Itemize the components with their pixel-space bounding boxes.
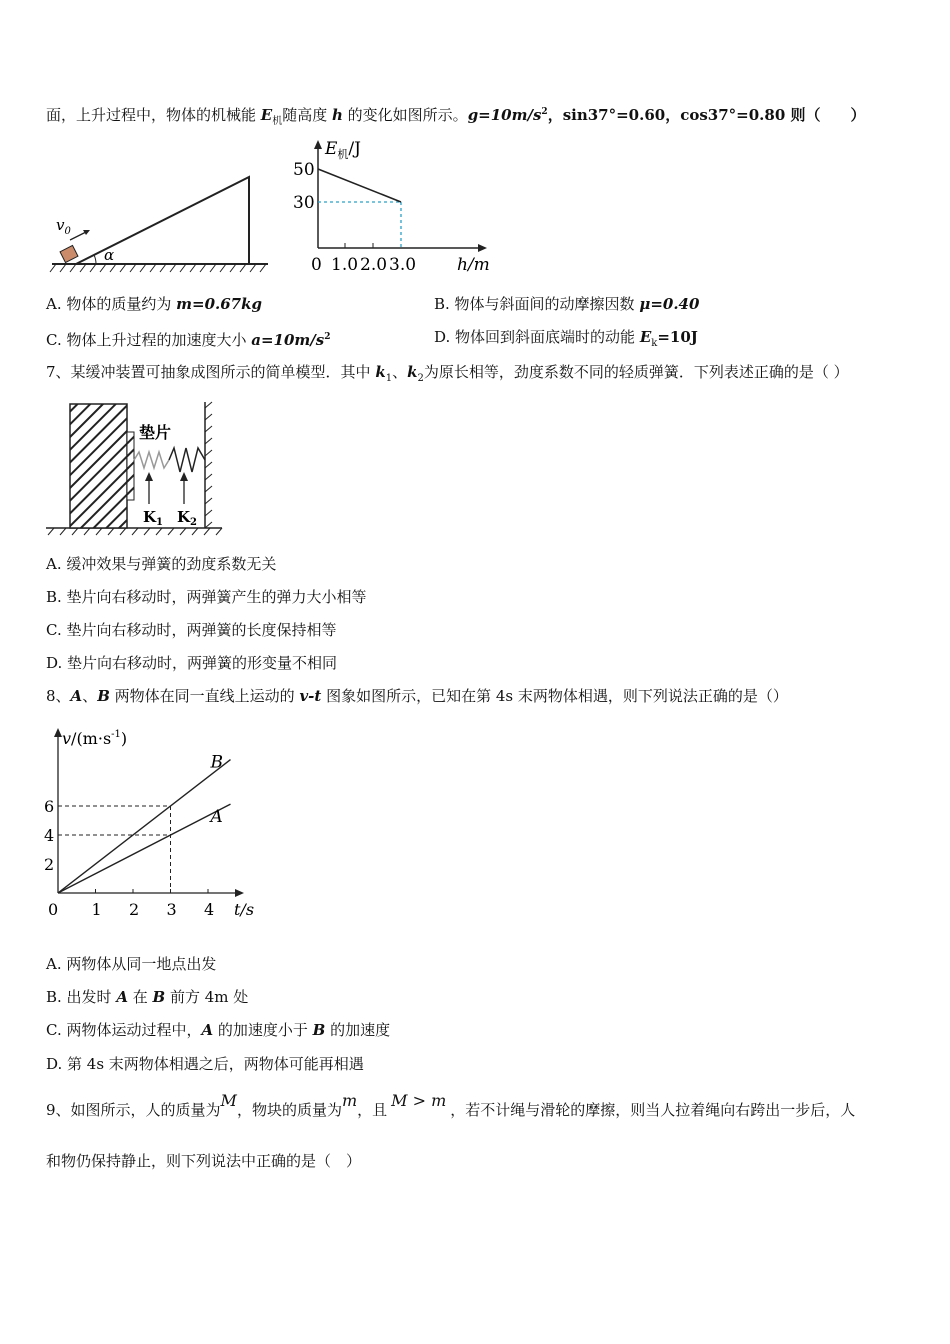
- option-text: 的加速度小于: [213, 1021, 313, 1039]
- pad-label: 垫片: [139, 423, 172, 442]
- q7-stem-part: 为原长相等，劲度系数不同的轻质弹簧．下列表述正确的是（ ）: [423, 363, 849, 381]
- option-symbol: B: [312, 1021, 326, 1039]
- x-tick-0: 0: [311, 255, 322, 275]
- x-tick-2: 2.0: [360, 255, 388, 275]
- q8-option-c: [46, 1020, 390, 1040]
- q6-stem: [46, 102, 866, 132]
- x-tick-label: 1: [91, 900, 102, 919]
- q6-energy-symbol: E: [260, 106, 273, 124]
- q9-stem-line1: [46, 1091, 856, 1120]
- q9-stem-part: ，若不计绳与滑轮的摩擦，则当人拉着绳向右跨出一步后，人: [450, 1101, 856, 1119]
- option-symbol: B: [152, 988, 166, 1006]
- option-text: C. 两物体运动过程中，: [46, 1021, 202, 1039]
- k2-label: $K_2$: [177, 508, 198, 528]
- y-tick-label: 2: [44, 855, 55, 874]
- x-axis-arrow: [478, 244, 487, 252]
- k1-sub: 1: [385, 373, 393, 384]
- option-text: 的加速度: [325, 1021, 391, 1039]
- option-text: B. 物体与斜面间的动摩擦因数: [434, 295, 640, 313]
- k1-label: $K_1$: [143, 508, 164, 528]
- y-axis-arrow: [314, 140, 322, 149]
- x-axis-label: h/m: [457, 255, 490, 275]
- y-tick-label: 6: [44, 797, 55, 816]
- q9-comparison: M > m: [391, 1091, 447, 1110]
- buffer-block: [70, 404, 127, 528]
- k2-pointer-head: [180, 472, 188, 481]
- option-symbol: A: [201, 1021, 214, 1039]
- q8-stem-part: 两物体在同一直线上运动的: [109, 687, 300, 705]
- option-value: m=0.67kg: [176, 295, 262, 313]
- x-axis-label: t/s: [234, 900, 255, 919]
- q7-option-d: D. 垫片向右移动时，两弹簧的形变量不相同: [46, 654, 338, 672]
- series-line-b: [58, 760, 231, 893]
- option-value: E: [639, 328, 652, 346]
- k1-pointer-head: [145, 472, 153, 481]
- k1-symbol: k: [375, 363, 386, 381]
- x-tick-label: 3: [166, 900, 177, 919]
- x-tick-1: 1.0: [331, 255, 359, 275]
- k2-symbol: k: [407, 363, 418, 381]
- option-value: a=10m/s: [251, 331, 325, 349]
- q7-option-c: C. 垫片向右移动时，两弹簧的长度保持相等: [46, 621, 337, 639]
- q8-stem: [46, 686, 788, 706]
- spring-figure: [44, 398, 224, 538]
- q6-option-a: [46, 294, 262, 314]
- q6-gravity: g=10m/s: [467, 106, 542, 124]
- q8-sep: 、: [82, 687, 98, 705]
- q8-object-b: B: [97, 687, 110, 705]
- series-label-a: A: [210, 807, 223, 828]
- q7-sep: 、: [392, 363, 408, 381]
- series-label-b: B: [210, 752, 223, 773]
- q6-option-c: [46, 327, 330, 350]
- q6-stem-part: 的变化如图所示。: [342, 106, 468, 124]
- q6-option-b: [434, 294, 699, 314]
- q9-stem-part: ，且: [357, 1101, 388, 1119]
- q9-stem-line2: 和物仍保持静止，则下列说法中正确的是（ ）: [46, 1152, 362, 1170]
- option-symbol: A: [116, 988, 128, 1006]
- wall-hatch: [205, 402, 212, 528]
- x-tick-label: 2: [129, 900, 140, 919]
- k2-sub: 2: [417, 373, 424, 384]
- v0-label: $v_0$: [56, 216, 71, 237]
- q7-stem-part: 7、某缓冲装置可抽象成图所示的简单模型．其中: [46, 363, 376, 381]
- q6-stem-part: 随高度: [282, 106, 332, 124]
- option-value: =10J: [657, 328, 698, 346]
- energy-height-graph: [285, 132, 500, 280]
- y-axis-label: $E_机/J$: [325, 139, 361, 161]
- x-tick-3: 3.0: [389, 255, 417, 275]
- q6-gravity-sup: 2: [541, 107, 548, 117]
- y-tick-50: 50: [293, 160, 315, 180]
- block: [60, 245, 78, 262]
- y-tick-label: 4: [44, 826, 55, 845]
- q7-option-b: B. 垫片向右移动时，两弹簧产生的弹力大小相等: [46, 588, 367, 606]
- q8-vt: v-t: [299, 687, 322, 705]
- floor-hatch: [48, 528, 222, 535]
- y-tick-30: 30: [293, 193, 315, 213]
- x-axis-arrow: [235, 889, 244, 897]
- vt-chart: [38, 718, 268, 923]
- q8-stem-part: 图象如图所示，已知在第 4s 末两物体相遇，则下列说法正确的是（）: [321, 687, 788, 705]
- q9-stem-part: 9、如图所示，人的质量为: [46, 1101, 221, 1119]
- y-axis-arrow: [54, 728, 62, 737]
- q9-stem-part: ，物块的质量为: [236, 1101, 342, 1119]
- ground-hatch: [50, 264, 266, 272]
- x-tick-label: 0: [48, 900, 59, 919]
- option-text: 前方 4m 处: [165, 988, 249, 1006]
- option-text: 在: [127, 988, 153, 1006]
- q9-mass-M: M: [220, 1091, 237, 1110]
- energy-line: [318, 169, 401, 202]
- q6-trig: ，sin37°=0.60，cos37°=0.80 则（ ）: [547, 106, 866, 124]
- incline-figure: [46, 168, 276, 278]
- q8-object-a: A: [70, 687, 83, 705]
- q8-option-d: D. 第 4s 末两物体相遇之后，两物体可能再相遇: [46, 1055, 364, 1073]
- y-axis-label: $v/(m\cdot s^{-1})$: [62, 729, 128, 748]
- option-text: A. 物体的质量约为: [46, 295, 177, 313]
- q7-option-a: A. 缓冲效果与弹簧的劲度系数无关: [46, 555, 277, 573]
- angle-arc: [94, 255, 96, 264]
- q9-mass-m: m: [341, 1091, 358, 1110]
- q8-stem-part: 8、: [46, 687, 71, 705]
- q8-option-a: A. 两物体从同一地点出发: [46, 955, 217, 973]
- q6-energy-sub: 机: [272, 116, 283, 127]
- series-line-a: [58, 804, 231, 893]
- q6-option-d: [434, 327, 698, 354]
- pad: [127, 432, 134, 500]
- option-text: D. 物体回到斜面底端时的动能: [434, 328, 640, 346]
- option-text: B. 出发时: [46, 988, 117, 1006]
- option-sup: 2: [324, 332, 331, 342]
- incline: [76, 177, 249, 264]
- q6-height-symbol: h: [332, 106, 343, 124]
- option-value: μ=0.40: [639, 295, 700, 313]
- option-sub: k: [651, 338, 658, 349]
- alpha-label: α: [104, 246, 115, 264]
- option-text: C. 物体上升过程的加速度大小: [46, 331, 252, 349]
- spring-k2: [169, 448, 205, 472]
- q6-stem-part: 面，上升过程中，物体的机械能: [46, 106, 261, 124]
- spring-k1: [134, 452, 169, 468]
- x-tick-label: 4: [204, 900, 215, 919]
- q7-stem: [46, 362, 849, 389]
- q8-option-b: [46, 987, 248, 1007]
